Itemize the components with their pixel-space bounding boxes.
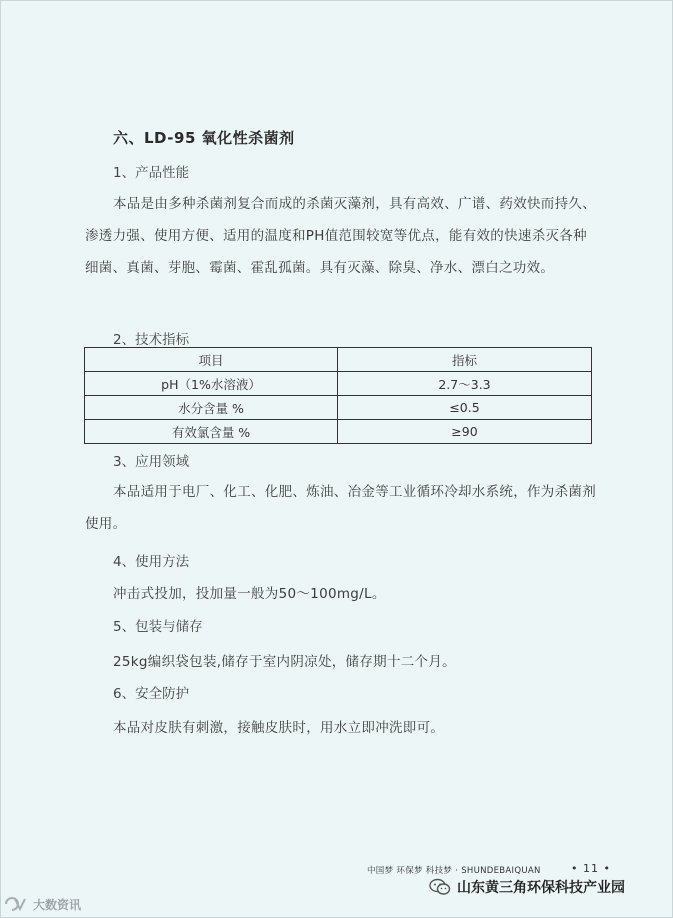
wechat-source[interactable] xyxy=(429,877,625,897)
column-header-item: 项目 xyxy=(85,348,338,372)
wechat-icon xyxy=(429,878,451,896)
usage-text: 冲击式投加，投加量一般为50～100mg/L。 xyxy=(113,586,386,602)
table-cell: pH（1%水溶液） xyxy=(85,372,338,396)
packaging-heading: 5、包装与储存 xyxy=(113,619,203,635)
application-heading: 3、应用领域 xyxy=(113,454,190,470)
usage-heading: 4、使用方法 xyxy=(113,554,190,570)
table-header-row xyxy=(85,348,592,372)
column-header-value: 指标 xyxy=(338,348,592,372)
wechat-account-name: 山东黄三角环保科技产业园 xyxy=(457,880,625,896)
table-row xyxy=(85,420,592,444)
specs-heading: 2、技术指标 xyxy=(113,332,190,348)
footer-slogan: 中国梦 环保梦 科技梦 · SHUNDEBAIQUAN xyxy=(367,866,541,876)
performance-text: 本品是由多种杀菌剂复合而成的杀菌灭藻剂，具有高效、广谱、药效快而持久、渗透力强、使用方便、适用的温度和PH值范围较宽等优点，能有效的快速杀灭各种细菌、真菌、芽胞、霉菌、霍乱孤菌。具有灭藻、除臭、净水、漂白之功效。 xyxy=(85,196,596,276)
table-cell: ≤0.5 xyxy=(338,396,592,420)
table-cell: 有效氯含量 % xyxy=(85,420,338,444)
watermark-text: 大数资讯 xyxy=(33,897,82,912)
safety-text: 本品对皮肤有刺激，接触皮肤时，用水立即冲洗即可。 xyxy=(113,720,445,736)
watermark-logo-icon xyxy=(3,895,31,913)
table-cell: ≥90 xyxy=(338,420,592,444)
safety-heading: 6、安全防护 xyxy=(113,686,190,702)
spec-table xyxy=(84,347,592,444)
corner-watermark xyxy=(3,895,81,913)
table-cell: 水分含量 % xyxy=(85,396,338,420)
table-row xyxy=(85,396,592,420)
table-row xyxy=(85,372,592,396)
section-title: 六、LD-95 氧化性杀菌剂 xyxy=(113,129,295,147)
application-text: 本品适用于电厂、化工、化肥、炼油、冶金等工业循环冷却水系统，作为杀菌剂使用。 xyxy=(85,484,596,532)
packaging-text: 25kg编织袋包装,储存于室内阴凉处，储存期十二个月。 xyxy=(113,654,456,670)
table-cell: 2.7～3.3 xyxy=(338,372,592,396)
performance-heading: 1、产品性能 xyxy=(113,165,190,181)
page-number: • 11 • xyxy=(571,862,611,875)
